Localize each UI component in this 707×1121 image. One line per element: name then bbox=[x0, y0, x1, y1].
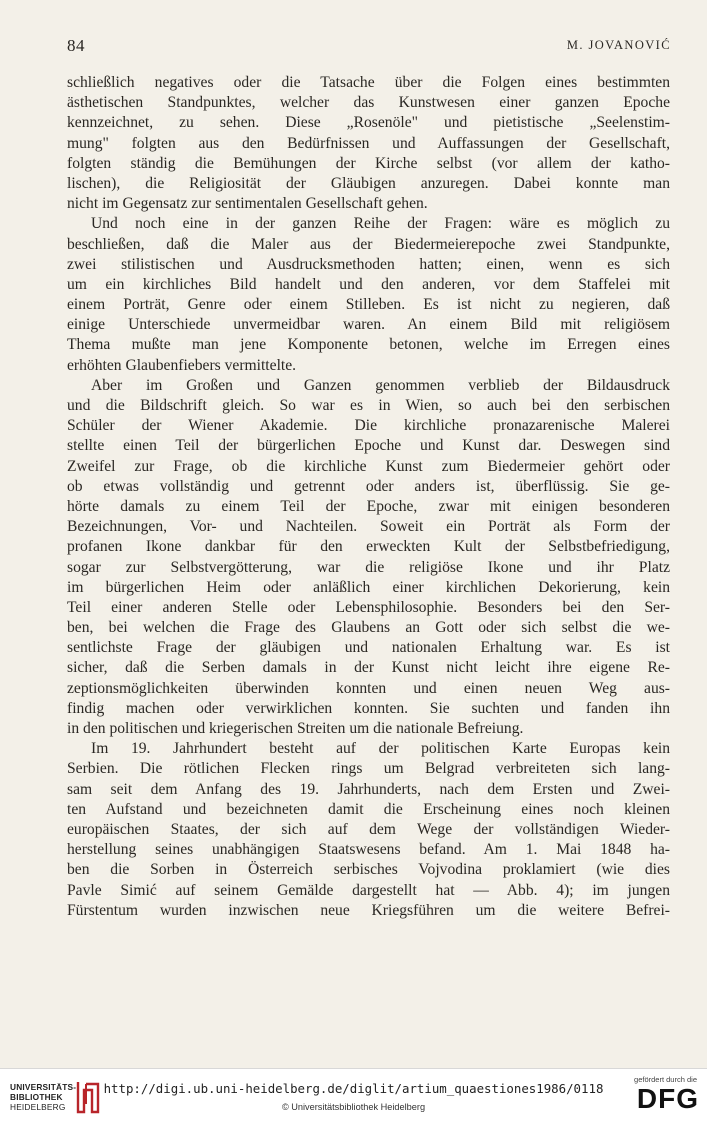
library-name-line1: UNIVERSITÄTS- bbox=[10, 1082, 77, 1092]
text-line: ten Aufstand und bezeichneten damit die Erscheinung eines noch kleinen bbox=[67, 800, 670, 818]
text-line: in den politischen und kriegerischen Streiten um die nationale Befreiung. bbox=[67, 720, 524, 737]
viewer-footer bbox=[0, 1068, 707, 1121]
text-line: Pavle Simić auf seinem Gemälde dargestellt hat — Abb. 4); im jungen bbox=[67, 881, 670, 899]
text-line: ben die Sorben in Österreich serbisches Vojvodina proklamiert (wie dies bbox=[67, 861, 670, 879]
text-line: sogar zur Selbstvergötterung, war die religiöse Ikone und ihr Platz bbox=[67, 558, 670, 576]
text-line: herstellung seines unabhängigen Staatswesens befand. Am 1. Mai 1848 ha- bbox=[67, 841, 670, 859]
running-head: M. JOVANOVIĆ bbox=[566, 38, 671, 52]
text-line: profanen Ikone dankbar für den erweckten Kult der Selbstbefriedigung, bbox=[67, 538, 670, 556]
text-line: erhöhten Glaubenfiebers vermittelte. bbox=[67, 356, 297, 374]
text-line: nicht im Gegensatz zur sentimentalen Gesellschaft gehen. bbox=[67, 195, 428, 213]
body-text bbox=[67, 73, 670, 921]
text-line: findig machen oder verwirklichen konnten. Sie suchten und fanden ihn bbox=[67, 699, 670, 717]
text-line: Teil einer anderen Stelle oder Lebensphilosophie. Besonders bei den Ser- bbox=[67, 598, 670, 616]
text-line: ben, bei welchen die Frage des Glaubens an Gott oder sich selbst die we- bbox=[67, 619, 670, 637]
text-line: schließlich negatives oder die Tatsache über die Folgen eines bestimmten bbox=[67, 74, 670, 91]
text-line: ästhetischen Standpunktes, welcher das Kunstwesen einer ganzen Epoche bbox=[67, 94, 670, 112]
text-line: Thema mußte man jene Komponente betonen, welche im Erregen eines bbox=[67, 336, 670, 354]
text-line: einem Porträt, Genre oder einem Stilleben. Es ist nicht zu negieren, daß bbox=[67, 296, 670, 314]
text-line: ob etwas vollständig und getrennt oder anders ist, überflüssig. Sie ge- bbox=[67, 477, 670, 495]
dfg-sponsor-logo[interactable] bbox=[609, 1075, 699, 1117]
text-line: zeptionsmöglichkeiten überwinden konnten und einen neuen Weg aus- bbox=[67, 679, 670, 697]
text-line: beschließen, daß die Maler aus der Biedermeierepoche zwei Standpunkte, bbox=[67, 235, 670, 253]
text-line: Bezeichnungen, Vor- und Nachteilen. Soweit ein Porträt als Form der bbox=[67, 518, 670, 536]
text-line: Schüler der Wiener Akademie. Die kirchliche pronazarenische Malerei bbox=[67, 417, 670, 435]
text-line: sam seit dem Anfang des 19. Jahrhunderts, nach dem Ersten und Zwei- bbox=[67, 780, 670, 798]
text-line: sentlichste Frage der gläubigen und nationalen Erhaltung war. Es ist bbox=[67, 639, 670, 657]
library-name-line3: HEIDELBERG bbox=[10, 1102, 66, 1112]
sponsor-caption: gefördert durch die bbox=[634, 1075, 697, 1084]
text-line: Fürstentum wurden inzwischen neue Kriegsführen um die weitere Befrei- bbox=[67, 901, 670, 919]
page-number: 84 bbox=[67, 36, 85, 55]
text-line: im bürgerlichen Heim oder anläßlich einer kirchlichen Dekorierung, kein bbox=[67, 578, 670, 596]
text-line: zwei stilistischen und Ausdrucksmethoden hatten; einen, wenn es sich bbox=[67, 255, 670, 273]
text-line: Im 19. Jahrhundert besteht auf der politischen Karte Europas kein bbox=[91, 740, 670, 758]
text-line: Und noch eine in der ganzen Reihe der Fragen: wäre es möglich zu bbox=[91, 215, 670, 233]
text-line: stellte einen Teil der bürgerlichen Epoche und Kunst dar. Deswegen sind bbox=[67, 437, 670, 455]
text-line: und die Bildschrift gleich. So war es in Wien, so auch bei den serbischen bbox=[67, 397, 670, 414]
text-line: lischen), die Religiosität der Gläubigen anzuregen. Dabei konnte man bbox=[67, 174, 670, 192]
text-line: Zweifel zur Frage, ob die kirchliche Kunst zum Biedermeier gehört oder bbox=[67, 457, 670, 475]
text-line: folgten ständig die Bemühungen der Kirche selbst (vor allem der katho- bbox=[67, 154, 670, 172]
page-url-link[interactable]: http://digi.ub.uni-heidelberg.de/diglit/artium_quaestiones1986/0118 bbox=[103, 1081, 604, 1096]
text-line: um ein kirchliches Bild handelt und den anderen, vor dem Staffelei mit bbox=[67, 275, 670, 293]
text-line: hörte damals zu einem Teil der Epoche, zwar mit einigen besonderen bbox=[67, 497, 670, 515]
text-line: sicher, daß die Serben damals in der Kunst nicht leicht ihre eigene Re- bbox=[67, 659, 670, 677]
text-line: kennzeichnet, zu sehen. Diese „Rosenöle" und pietistische „Seelenstim- bbox=[67, 114, 670, 132]
text-line: europäischen Staates, der sich auf dem Wege der vollständigen Wieder- bbox=[67, 820, 670, 838]
text-line: Serbien. Die rötlichen Flecken rings um Belgrad verbreiteten sich lang- bbox=[67, 760, 670, 778]
text-line: einige Unterschiede unvermeidbar waren. An einem Bild mit religiösem bbox=[67, 316, 670, 334]
page-header bbox=[67, 36, 671, 56]
copyright-notice: © Universitätsbibliothek Heidelberg bbox=[281, 1102, 426, 1112]
text-line: mung" folgten aus den Bedürfnissen und Auffassungen der Gesellschaft, bbox=[67, 134, 670, 152]
dfg-logo-text: DFG bbox=[636, 1083, 699, 1114]
library-name-line2: BIBLIOTHEK bbox=[10, 1092, 63, 1102]
text-line: Aber im Großen und Ganzen genommen verblieb der Bildausdruck bbox=[91, 376, 670, 394]
